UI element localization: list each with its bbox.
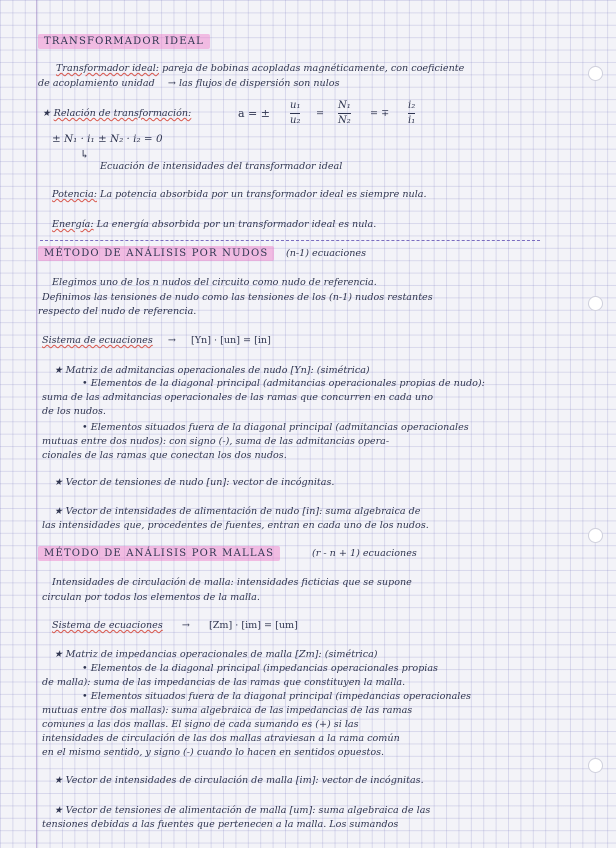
fraction-u-den: u₂ bbox=[290, 115, 301, 126]
potencia-text: La potencia absorbida por un transformador ideal es siempre nula. bbox=[100, 189, 427, 200]
heading-nudos-ext: (n-1) ecuaciones bbox=[286, 248, 367, 259]
nudos-b2-text: Vector de tensiones de nudo [un]: vector de incógnitas. bbox=[65, 477, 335, 488]
mallas-b3-1-text: Vector de tensiones de alimentación de malla [um]: suma algebraica de las bbox=[65, 805, 431, 816]
nudos-sistema-line: Sistema de ecuaciones → [Yn] · [un] = [in] bbox=[42, 335, 271, 346]
nudos-b1-5: • Elementos situados fuera de la diagonal principal (admitancias operacionales bbox=[82, 422, 469, 433]
mallas-b3-1: ★ Vector de tensiones de alimentación de malla [um]: suma algebraica de las bbox=[54, 805, 431, 816]
heading-mallas-text: MÉTODO DE ANÁLISIS POR MALLAS bbox=[44, 548, 275, 559]
mallas-b3-2: tensiones debidas a las fuentes que pertenecen a la malla. Los sumandos bbox=[42, 819, 399, 830]
mallas-sistema-line: Sistema de ecuaciones → [Zm] · [im] = [um] bbox=[52, 620, 298, 631]
label-relacion: Relación de transformación: bbox=[53, 108, 192, 119]
mallas-b2: ★ Vector de intensidades de circulación de malla [im]: vector de incógnitas. bbox=[54, 775, 424, 786]
definition-text-3: las flujos de dispersión son nulos bbox=[178, 78, 340, 89]
mallas-b1-5: mutuas entre dos mallas): suma algebraica de las impedancias de las ramas bbox=[42, 705, 413, 716]
margin-line bbox=[36, 0, 37, 848]
mallas-b2-text: Vector de intensidades de circulación de malla [im]: vector de incógnitas. bbox=[65, 775, 424, 786]
nudos-p3: respecto del nudo de referencia. bbox=[38, 306, 197, 317]
nudos-b1-1-text: Matriz de admitancias operacionales de nudo [Yn]: (simétrica) bbox=[65, 365, 370, 376]
mallas-b1-1-text: Matriz de impedancias operacionales de malla [Zm]: (simétrica) bbox=[65, 649, 378, 660]
mallas-b1-1: ★ Matriz de impedancias operacionales de malla [Zm]: (simétrica) bbox=[54, 649, 378, 660]
mallas-b1-3: de malla): suma de las impedancias de las ramas que constituyen la malla. bbox=[42, 677, 406, 688]
label-sistema-nudos: Sistema de ecuaciones bbox=[42, 335, 153, 346]
relacion-a: a = ± bbox=[238, 107, 270, 120]
potencia-line bbox=[52, 188, 427, 201]
heading-transformador-ideal: TRANSFORMADOR IDEAL bbox=[38, 34, 210, 49]
sistema-mallas-eq: [Zm] · [im] = [um] bbox=[208, 620, 298, 631]
definition-text-2: de acoplamiento unidad bbox=[38, 78, 155, 89]
fraction-n bbox=[338, 100, 351, 127]
mallas-b1-6: comunes a las dos mallas. El signo de cada sumando es (+) si las bbox=[42, 719, 359, 730]
nudos-b3-2: las intensidades que, procedentes de fuentes, entran en cada uno de los nudos. bbox=[42, 520, 429, 531]
nudos-b1-4: de los nudos. bbox=[42, 406, 106, 417]
heading-metodo-mallas bbox=[38, 546, 280, 561]
nudos-b1-6: mutuas entre dos nudos): con signo (-), suma de las admitancias opera- bbox=[42, 436, 390, 447]
heading-mallas-ext: (r - n + 1) ecuaciones bbox=[312, 548, 417, 559]
mallas-b1-4: • Elementos situados fuera de la diagonal principal (impedancias operacionales bbox=[82, 691, 471, 702]
binder-hole bbox=[588, 528, 603, 543]
energia-line bbox=[52, 218, 376, 231]
fraction-i bbox=[408, 100, 415, 127]
mallas-b1-2: • Elementos de la diagonal principal (impedancias operacionales propias bbox=[82, 663, 438, 674]
nudos-p2: Definimos las tensiones de nudo como las tensiones de los (n-1) nudos restantes bbox=[42, 292, 433, 303]
nudos-b1-1: ★ Matriz de admitancias operacionales de nudo [Yn]: (simétrica) bbox=[54, 365, 370, 376]
binder-hole bbox=[588, 758, 603, 773]
definition-line-1 bbox=[56, 62, 464, 75]
arrow-icon: ↳ bbox=[80, 148, 90, 161]
label-sistema-mallas: Sistema de ecuaciones bbox=[52, 620, 163, 631]
nudos-b3-1: ★ Vector de intensidades de alimentación de nudo [in]: suma algebraica de bbox=[54, 506, 421, 517]
nudos-p1: Elegimos uno de los n nudos del circuito como nudo de referencia. bbox=[52, 277, 377, 288]
ecuacion-intensidades: ± N₁ · i₁ ± N₂ · i₂ = 0 bbox=[52, 133, 163, 145]
nudos-b1-7: cionales de las ramas que conectan los dos nudos. bbox=[42, 450, 287, 461]
energia-text: La energía absorbida por un transformador ideal es nula. bbox=[96, 219, 377, 230]
label-transformador-ideal: Transformador ideal: bbox=[56, 63, 159, 74]
eq-sign: = bbox=[316, 108, 325, 119]
binder-hole bbox=[588, 296, 603, 311]
sistema-nudos-eq: [Yn] · [un] = [in] bbox=[190, 335, 271, 346]
mallas-p1: Intensidades de circulación de malla: intensidades ficticias que se supone bbox=[52, 577, 412, 588]
fraction-n-num: N₁ bbox=[338, 100, 351, 111]
fraction-n-den: N₂ bbox=[338, 115, 351, 126]
relacion-label-line: ★ Relación de transformación: bbox=[42, 108, 192, 119]
fraction-i-num: i₂ bbox=[408, 100, 416, 111]
mallas-b1-8: en el mismo sentido, y signo (-) cuando lo hacen en sentidos opuestos. bbox=[42, 747, 385, 758]
nudos-b3-1-text: Vector de intensidades de alimentación de nudo [in]: suma algebraica de bbox=[65, 506, 421, 517]
fraction-i-den: i₁ bbox=[408, 115, 416, 126]
binder-hole bbox=[588, 66, 603, 81]
heading-metodo-nudos bbox=[38, 246, 274, 261]
nudos-b1-3: suma de las admitancias operacionales de las ramas que concurren en cada uno bbox=[42, 392, 434, 403]
mallas-b1-7: intensidades de circulación de las dos mallas atraviesan a la rama común bbox=[42, 733, 400, 744]
nudos-b1-2: • Elementos de la diagonal principal (admitancias operacionales propias de nudo): bbox=[82, 378, 485, 389]
definition-text-1: pareja de bobinas acopladas magnéticamente, con coeficiente bbox=[162, 63, 465, 74]
definition-line-2: de acoplamiento unidad → las flujos de dispersión son nulos bbox=[38, 78, 340, 89]
eq-sign-2: = ∓ bbox=[370, 108, 390, 119]
fraction-u bbox=[290, 100, 300, 127]
fraction-u-num: u₁ bbox=[290, 100, 301, 111]
heading-nudos-text: MÉTODO DE ANÁLISIS POR NUDOS bbox=[44, 248, 269, 259]
ecuacion-note: Ecuación de intensidades del transformador ideal bbox=[100, 161, 343, 172]
label-potencia: Potencia: bbox=[52, 189, 97, 200]
section-separator bbox=[40, 240, 540, 241]
mallas-p2: circulan por todos los elementos de la malla. bbox=[42, 592, 260, 603]
label-energia: Energía: bbox=[52, 219, 94, 230]
nudos-b2: ★ Vector de tensiones de nudo [un]: vector de incógnitas. bbox=[54, 477, 335, 488]
